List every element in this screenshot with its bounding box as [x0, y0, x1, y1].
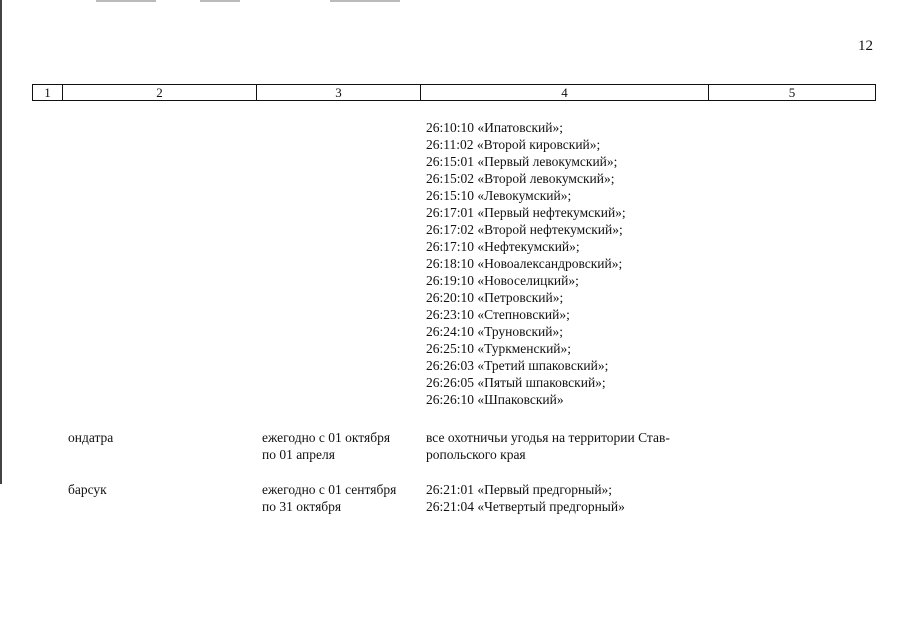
- header-cell-2: 2: [63, 85, 257, 100]
- area-item: 26:24:10 «Труновский»;: [426, 324, 563, 339]
- area-item: 26:21:04 «Четвертый предгорный»: [426, 499, 625, 514]
- area-item: все охотничьи угодья на территории Став-: [426, 430, 670, 445]
- area-item: 26:15:01 «Первый левокумский»;: [426, 154, 618, 169]
- season-line: по 01 апреля: [262, 447, 335, 462]
- area-item: 26:23:10 «Степновский»;: [426, 307, 570, 322]
- area-item: 26:11:02 «Второй кировский»;: [426, 137, 601, 152]
- scan-mark: [330, 0, 400, 2]
- row-2-season: [262, 481, 396, 515]
- area-item: 26:26:03 «Третий шпаковский»;: [426, 358, 609, 373]
- row-2-animal: барсук: [68, 482, 107, 497]
- row-1-animal: ондатра: [68, 430, 114, 445]
- season-line: по 31 октября: [262, 499, 342, 514]
- season-line: ежегодно с 01 сентября: [262, 482, 397, 497]
- scan-edge: [0, 0, 2, 484]
- area-item: 26:19:10 «Новоселицкий»;: [426, 273, 579, 288]
- season-line: ежегодно с 01 октября: [262, 430, 391, 445]
- area-item: 26:25:10 «Туркменский»;: [426, 341, 572, 356]
- row-1-season: [262, 429, 390, 463]
- header-cell-5: 5: [788, 85, 796, 100]
- area-item: ропольского края: [426, 447, 526, 462]
- area-item: 26:21:01 «Первый предгорный»;: [426, 482, 613, 497]
- area-item: 26:26:10 «Шпаковский»: [426, 392, 564, 407]
- header-cell-1: 1: [33, 85, 63, 100]
- scan-mark: [96, 0, 156, 2]
- scan-mark: [200, 0, 240, 2]
- area-item: 26:18:10 «Новоалександровский»;: [426, 256, 623, 271]
- area-item: 26:20:10 «Петровский»;: [426, 290, 564, 305]
- table-header: [32, 84, 876, 101]
- row-0-areas: [426, 119, 626, 408]
- area-item: 26:10:10 «Ипатовский»;: [426, 120, 564, 135]
- area-item: 26:26:05 «Пятый шпаковский»;: [426, 375, 606, 390]
- header-cell-4: 4: [421, 85, 709, 100]
- area-item: 26:15:10 «Левокумский»;: [426, 188, 572, 203]
- area-item: 26:17:10 «Нефтекумский»;: [426, 239, 580, 254]
- area-item: 26:15:02 «Второй левокумский»;: [426, 171, 615, 186]
- area-item: 26:17:02 «Второй нефтекумский»;: [426, 222, 623, 237]
- area-item: 26:17:01 «Первый нефтекумский»;: [426, 205, 626, 220]
- row-1-areas: [426, 429, 670, 463]
- page-number: 12: [858, 38, 873, 54]
- row-2-areas: [426, 481, 625, 515]
- header-cell-3: 3: [257, 85, 421, 100]
